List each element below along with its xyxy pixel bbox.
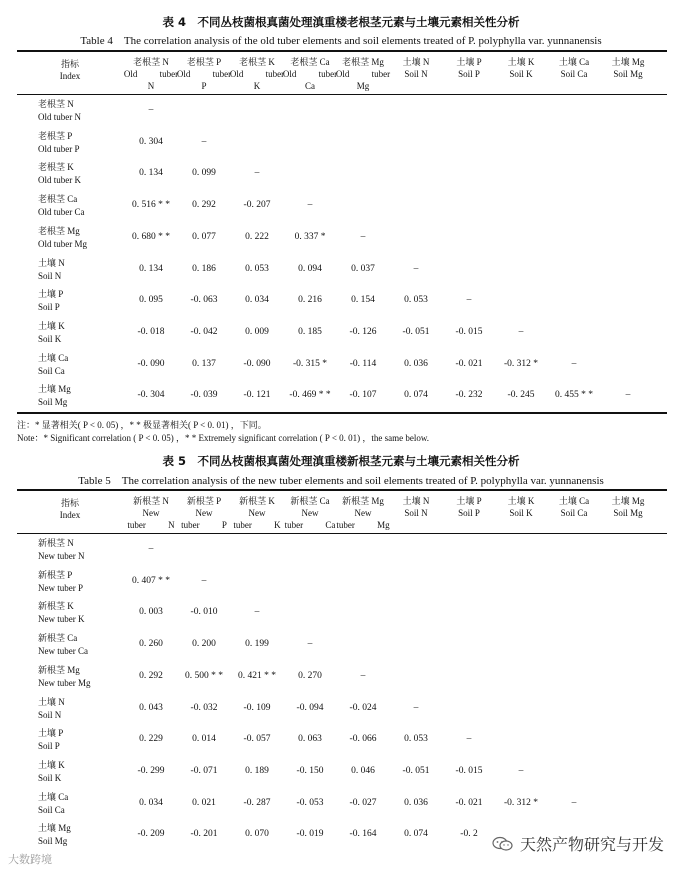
table5-caption-en: Table 5 The correlation analysis of the new tuber elements and soil elements treated of P. polyphylla var. yunnanensis [78, 475, 604, 487]
header-col-2-en: Old tuber P [176, 69, 232, 91]
table-cell: -0. 090 [243, 358, 271, 369]
table-bottom-rule [17, 412, 667, 414]
table-cell: -0. 021 [455, 358, 483, 369]
header-col-9-cn: 土壤 Ca [558, 57, 590, 67]
table-cell: -0. 066 [349, 734, 377, 745]
table-cell: -0. 201 [190, 829, 218, 840]
header-col-3-en: Old tuber K [229, 69, 285, 91]
row-label-cn: 土壤 K [38, 759, 65, 770]
table-cell: – [413, 702, 419, 713]
table-cell: 0. 034 [245, 295, 269, 306]
row-label-en: Soil K [38, 333, 62, 344]
row-label-cn: 土壤 N [38, 696, 65, 707]
row-label-en: Old tuber N [38, 112, 81, 122]
header-col-10-en: Soil Mg [613, 69, 643, 79]
table-cell: -0. 109 [243, 702, 271, 713]
header-col-4-en: Old tuber Ca [282, 69, 338, 91]
header-col-5-cn: 老根茎 Mg [342, 57, 384, 67]
header-col-1-en: Old tuber N [123, 69, 179, 91]
table-cell: 0. 154 [351, 295, 375, 306]
table-cell: – [466, 734, 472, 745]
table-cell: -0. 312 * [503, 358, 539, 369]
table-cell: 0. 036 [404, 797, 428, 808]
table-cell: 0. 216 [298, 295, 322, 306]
table-cell: -0. 287 [243, 797, 271, 808]
table-cell: -0. 164 [349, 829, 377, 840]
table-cell: – [625, 390, 631, 401]
row-label-cn: 土壤 N [38, 257, 65, 268]
table-cell: -0. 232 [455, 390, 483, 401]
table-header-rule [17, 94, 667, 95]
table-cell: 0. 500 * * [185, 670, 223, 681]
table-cell: 0. 516 * * [132, 200, 170, 211]
header-col-8-en: Soil K [509, 508, 533, 518]
table-cell: – [518, 765, 524, 776]
row-label-cn: 老根茎 K [38, 162, 74, 173]
table-cell: 0. 074 [404, 390, 428, 401]
table-cell: -0. 209 [137, 829, 165, 840]
table-cell: -0. 245 [507, 390, 535, 401]
table-cell: -0. 027 [349, 797, 377, 808]
header-col-7-cn: 土壤 P [456, 496, 482, 506]
table-cell: -0. 032 [190, 702, 218, 713]
row-label-cn: 新根茎 Mg [38, 664, 80, 675]
row-label-cn: 土壤 P [38, 289, 64, 300]
table-cell: -0. 090 [137, 358, 165, 369]
row-label-en: Soil Mg [38, 397, 68, 408]
table-top-rule [17, 50, 667, 52]
table-cell: -0. 126 [349, 326, 377, 337]
table-cell: – [571, 358, 577, 369]
header-col-4-en: New tuber Ca [284, 508, 336, 530]
watermark-right [492, 832, 664, 855]
table-cell: -0. 114 [349, 358, 377, 369]
table-cell: 0. 077 [192, 231, 216, 242]
table4-note-cn: 注：* 显著相关( P < 0. 05) ，* * 极显著相关( P < 0. 01) ，下同。 [17, 420, 267, 430]
table-cell: 0. 053 [245, 263, 269, 274]
row-label-cn: 新根茎 P [38, 569, 73, 580]
table-cell: 0. 070 [245, 829, 269, 840]
header-col-2-cn: 新根茎 P [186, 496, 222, 506]
table-cell: -0. 315 * [292, 358, 328, 369]
table-cell: -0. 150 [296, 765, 324, 776]
row-label-en: Old tuber Mg [38, 238, 87, 249]
table-cell: 0. 292 [139, 670, 163, 681]
table-cell: – [254, 607, 260, 618]
row-label-cn: 土壤 P [38, 728, 64, 739]
table-cell: -0. 312 * [503, 797, 539, 808]
header-col-3-cn: 老根茎 K [239, 57, 275, 67]
table-cell: -0. 019 [296, 829, 324, 840]
row-label-en: New tuber N [38, 551, 85, 561]
table-cell: 0. 260 [139, 639, 163, 650]
header-col-10-cn: 土壤 Mg [611, 496, 645, 506]
row-label-en: Soil N [38, 270, 62, 281]
row-label-en: Soil P [38, 741, 60, 752]
row-label-en: Old tuber P [38, 143, 80, 154]
table-cell: 0. 222 [245, 231, 269, 242]
table-cell: 0. 043 [139, 702, 163, 713]
row-label-en: Soil N [38, 709, 62, 720]
table-cell: 0. 292 [192, 200, 216, 211]
table-cell: -0. 021 [455, 797, 483, 808]
row-label-cn: 新根茎 N [38, 538, 74, 548]
table-header-rule [17, 533, 667, 534]
header-col-7-cn: 土壤 P [456, 57, 482, 67]
watermark-right-text: 天然产物研究与开发 [519, 835, 664, 854]
table-cell: 0. 009 [245, 326, 269, 337]
row-label-cn: 土壤 K [38, 320, 65, 331]
table-cell: -0. 053 [296, 797, 324, 808]
table-cell: 0. 229 [139, 734, 163, 745]
header-col-7-en: Soil P [458, 508, 480, 518]
row-label-cn: 土壤 Mg [38, 823, 71, 834]
header-col-6-en: Soil N [404, 69, 428, 79]
table-cell: 0. 189 [245, 765, 269, 776]
header-col-1-cn: 老根茎 N [133, 57, 169, 67]
header-index-en: Index [59, 71, 81, 81]
table-cell: – [254, 168, 260, 179]
header-col-4-cn: 老根茎 Ca [290, 57, 330, 67]
header-col-10-en: Soil Mg [613, 508, 643, 518]
table-cell: -0. 469 * * [289, 390, 331, 401]
row-label-cn: 土壤 Ca [38, 791, 69, 802]
header-col-9-en: Soil Ca [560, 508, 588, 518]
row-label-en: Soil Ca [38, 804, 65, 815]
table-cell: 0. 037 [351, 263, 375, 274]
table-top-rule [17, 489, 667, 491]
header-col-8-cn: 土壤 K [507, 57, 535, 67]
table-cell: 0. 185 [298, 326, 322, 337]
table-cell: 0. 053 [404, 734, 428, 745]
table-cell: 0. 046 [351, 765, 375, 776]
table-cell: 0. 421 * * [238, 670, 276, 681]
row-label-cn: 老根茎 N [38, 99, 74, 109]
table-cell: – [201, 136, 207, 147]
table-cell: 0. 337 * [294, 231, 326, 242]
header-col-9-en: Soil Ca [560, 69, 588, 79]
table-cell: 0. 200 [192, 639, 216, 650]
table-cell: – [201, 575, 207, 586]
table5-caption-cn: 表 5 不同丛枝菌根真菌处理滇重楼新根茎元素与土壤元素相关性分析 [162, 454, 520, 468]
header-index-en: Index [59, 510, 81, 520]
header-col-8-en: Soil K [509, 69, 533, 79]
table-cell: -0. 010 [190, 607, 218, 618]
header-index-cn: 指标 [60, 498, 79, 508]
table-cell: – [307, 639, 313, 650]
row-label-cn: 新根茎 Ca [38, 633, 78, 644]
row-label-en: Soil K [38, 772, 62, 783]
table-cell: -0. 018 [137, 326, 165, 337]
table-cell: -0. 071 [190, 765, 218, 776]
table-cell: 0. 014 [192, 734, 216, 745]
header-col-3-cn: 新根茎 K [239, 496, 275, 506]
table-cell: – [518, 326, 524, 337]
table4-caption-cn: 表 4 不同丛枝菌根真菌处理滇重楼老根茎元素与土壤元素相关性分析 [162, 15, 520, 29]
table-cell: 0. 094 [298, 263, 322, 274]
header-col-6-cn: 土壤 N [402, 496, 430, 506]
row-label-en: Old tuber K [38, 175, 81, 186]
table-cell: -0. 042 [190, 326, 218, 337]
row-label-en: New tuber Ca [38, 646, 88, 657]
table-cell: 0. 186 [192, 263, 216, 274]
row-label-en: New tuber P [38, 582, 83, 593]
header-col-2-en: New tuber P [181, 508, 227, 530]
table-cell: -0. 063 [190, 295, 218, 306]
table-cell: – [148, 105, 154, 115]
row-label-cn: 老根茎 Ca [38, 194, 78, 205]
header-col-1-cn: 新根茎 N [133, 496, 169, 506]
table-cell: – [148, 544, 154, 554]
table-cell: 0. 095 [139, 295, 163, 306]
table-cell: -0. 094 [296, 702, 324, 713]
table-cell: 0. 003 [139, 607, 163, 618]
table-cell: -0. 121 [243, 390, 271, 401]
row-label-cn: 土壤 Ca [38, 352, 69, 363]
table-cell: – [360, 231, 366, 242]
table-cell: 0. 137 [192, 358, 216, 369]
table-cell: 0. 199 [245, 639, 269, 650]
table-cell: -0. 304 [137, 390, 165, 401]
header-col-7-en: Soil P [458, 69, 480, 79]
table-cell: 0. 455 * * [555, 390, 593, 401]
table-cell: 0. 063 [298, 734, 322, 745]
table-cell: -0. 057 [243, 734, 271, 745]
header-col-4-cn: 新根茎 Ca [290, 496, 330, 506]
table4-caption-en: Table 4 The correlation analysis of the old tuber elements and soil elements treated of P. polyphylla var. yunnanensis [80, 35, 602, 47]
table-cell: 0. 099 [192, 168, 216, 179]
table-cell: -0. 015 [455, 326, 483, 337]
row-label-cn: 老根茎 P [38, 130, 73, 141]
header-col-3-en: New tuber K [233, 508, 281, 530]
table-cell: – [307, 200, 313, 211]
table-cell: 0. 407 * * [132, 575, 170, 586]
table-cell: -0. 039 [190, 390, 218, 401]
row-label-cn: 老根茎 Mg [38, 225, 80, 236]
table-cell: 0. 270 [298, 670, 322, 681]
header-col-10-cn: 土壤 Mg [611, 57, 645, 67]
row-label-cn: 新根茎 K [38, 601, 74, 612]
table-cell: -0. 015 [455, 765, 483, 776]
table-cell: – [571, 797, 577, 808]
watermark-left: 大数跨境 [8, 853, 52, 866]
header-col-8-cn: 土壤 K [507, 496, 535, 506]
header-col-2-cn: 老根茎 P [186, 57, 222, 67]
table-cell: -0. 299 [137, 765, 165, 776]
table-cell: 0. 134 [139, 263, 163, 274]
header-col-1-en: New tuber N [127, 508, 175, 530]
row-label-en: Soil P [38, 302, 60, 313]
table-cell: – [413, 263, 419, 274]
table-cell: – [466, 295, 472, 306]
row-label-en: Old tuber Ca [38, 207, 85, 218]
table-cell: 0. 134 [139, 168, 163, 179]
row-label-en: Soil Mg [38, 836, 68, 847]
table-cell: -0. 2 [460, 829, 478, 840]
row-label-en: New tuber K [38, 614, 85, 625]
header-index-cn: 指标 [60, 59, 79, 69]
header-col-6-cn: 土壤 N [402, 57, 430, 67]
table-cell: -0. 107 [349, 390, 377, 401]
header-col-9-cn: 土壤 Ca [558, 496, 590, 506]
wechat-icon [492, 836, 514, 852]
table-cell: -0. 051 [402, 326, 430, 337]
table-cell: -0. 207 [243, 200, 271, 211]
row-label-en: New tuber Mg [38, 677, 91, 688]
table-cell: 0. 034 [139, 797, 163, 808]
table-cell: 0. 036 [404, 358, 428, 369]
header-col-5-cn: 新根茎 Mg [342, 496, 384, 506]
table-cell: -0. 051 [402, 765, 430, 776]
header-col-5-en: Old tuber Mg [335, 69, 391, 91]
table-cell: 0. 074 [404, 829, 428, 840]
table-cell: 0. 021 [192, 797, 216, 808]
table-cell: – [360, 670, 366, 681]
header-col-6-en: Soil N [404, 508, 428, 518]
table-cell: 0. 304 [139, 136, 163, 147]
table4-note-en: Note：* Significant correlation ( P < 0. 05) ，* * Extremely significant correlation ( P < 0. 01) ，the same below. [17, 433, 430, 443]
row-label-cn: 土壤 Mg [38, 384, 71, 395]
table-cell: 0. 053 [404, 295, 428, 306]
header-col-5-en: New tuber Mg [336, 508, 390, 530]
table-cell: -0. 024 [349, 702, 377, 713]
table-cell: 0. 680 * * [132, 231, 170, 242]
row-label-en: Soil Ca [38, 365, 65, 376]
